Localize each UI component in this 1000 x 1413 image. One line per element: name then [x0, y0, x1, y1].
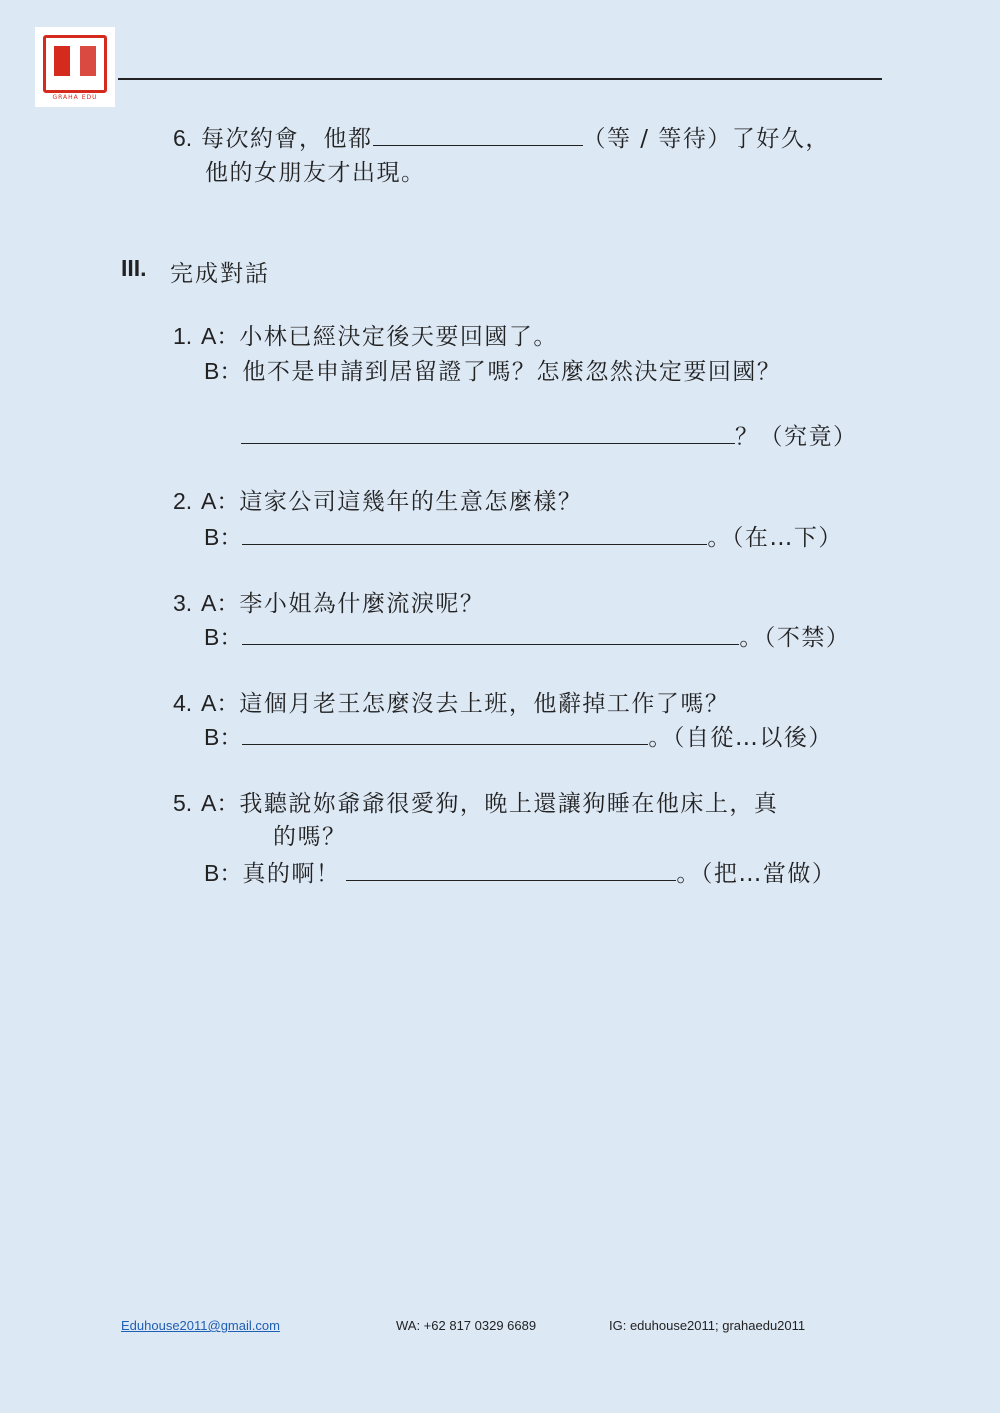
speaker-b-text: 他不是申請到居留證了嗎？怎麼忽然決定要回國？	[242, 359, 782, 385]
answer-blank[interactable]	[346, 858, 676, 881]
dialog-2-a	[173, 486, 582, 517]
answer-blank[interactable]	[373, 123, 583, 146]
dialog-1-answer	[241, 421, 858, 452]
answer-hint: 。（自從…以後）	[648, 725, 833, 751]
graha-edu-logo	[35, 27, 115, 107]
logo-caption: GRAHA EDU	[52, 94, 98, 101]
answer-hint: 。（在…下）	[707, 525, 843, 551]
dialog-number: 2.	[173, 488, 193, 514]
speaker-b-text: 真的啊！	[242, 861, 341, 887]
answer-hint: ？（究竟）	[735, 424, 858, 450]
speaker-a-text: 李小姐為什麼流淚呢？	[239, 591, 485, 617]
speaker-b-label: B：	[204, 624, 243, 650]
speaker-a-text: 我聽說妳爺爺很愛狗，晚上還讓狗睡在他床上，真	[239, 791, 779, 817]
email-link[interactable]: Eduhouse2011@gmail.com	[121, 1318, 280, 1333]
answer-blank[interactable]	[242, 522, 707, 545]
answer-hint: 。（把…當做）	[676, 861, 837, 887]
speaker-a-label: A：	[201, 590, 240, 616]
speaker-a-text: 這個月老王怎麼沒去上班，他辭掉工作了嗎？	[239, 691, 730, 717]
dialog-1-b	[204, 356, 781, 387]
section-number: III.	[121, 255, 147, 281]
question-text: 每次約會，他都	[201, 126, 373, 152]
speaker-a-label: A：	[201, 323, 240, 349]
seal-icon	[43, 35, 107, 93]
dialog-number: 4.	[173, 690, 193, 716]
speaker-b-label: B：	[204, 860, 243, 886]
speaker-a-text: 小林已經決定後天要回國了。	[239, 324, 558, 350]
dialog-3-b	[204, 622, 850, 653]
answer-hint: 。（不禁）	[739, 625, 851, 651]
speaker-a-label: A：	[201, 790, 240, 816]
dialog-1-a	[173, 321, 558, 352]
question-6	[173, 123, 830, 154]
speaker-a-text: 這家公司這幾年的生意怎麼樣？	[239, 489, 583, 515]
dialog-4-a	[173, 688, 729, 719]
answer-blank[interactable]	[241, 421, 735, 444]
speaker-b-label: B：	[204, 724, 243, 750]
dialog-number: 1.	[173, 323, 193, 349]
speaker-a-label: A：	[201, 690, 240, 716]
question-number: 6.	[173, 125, 193, 151]
section-title: 完成對話	[170, 261, 270, 287]
dialog-5-a-line2: 的嗎？	[273, 824, 347, 850]
footer-instagram: IG: eduhouse2011; grahaedu2011	[609, 1318, 806, 1333]
dialog-4-b	[204, 722, 833, 753]
dialog-5-b	[204, 858, 836, 889]
dialog-number: 5.	[173, 790, 193, 816]
question-6-line2: 他的女朋友才出現。	[205, 160, 426, 186]
header-divider	[118, 78, 882, 80]
dialog-3-a	[173, 588, 484, 619]
speaker-b-label: B：	[204, 358, 243, 384]
answer-blank[interactable]	[242, 622, 739, 645]
footer-whatsapp: WA: +62 817 0329 6689	[396, 1318, 537, 1333]
dialog-2-b	[204, 522, 843, 553]
dialog-5-a	[173, 788, 778, 819]
speaker-a-label: A：	[201, 488, 240, 514]
speaker-b-label: B：	[204, 524, 243, 550]
answer-blank[interactable]	[242, 722, 648, 745]
footer-email[interactable]	[121, 1318, 280, 1333]
dialog-number: 3.	[173, 590, 193, 616]
question-hint: （等 / 等待）了好久，	[582, 126, 830, 152]
